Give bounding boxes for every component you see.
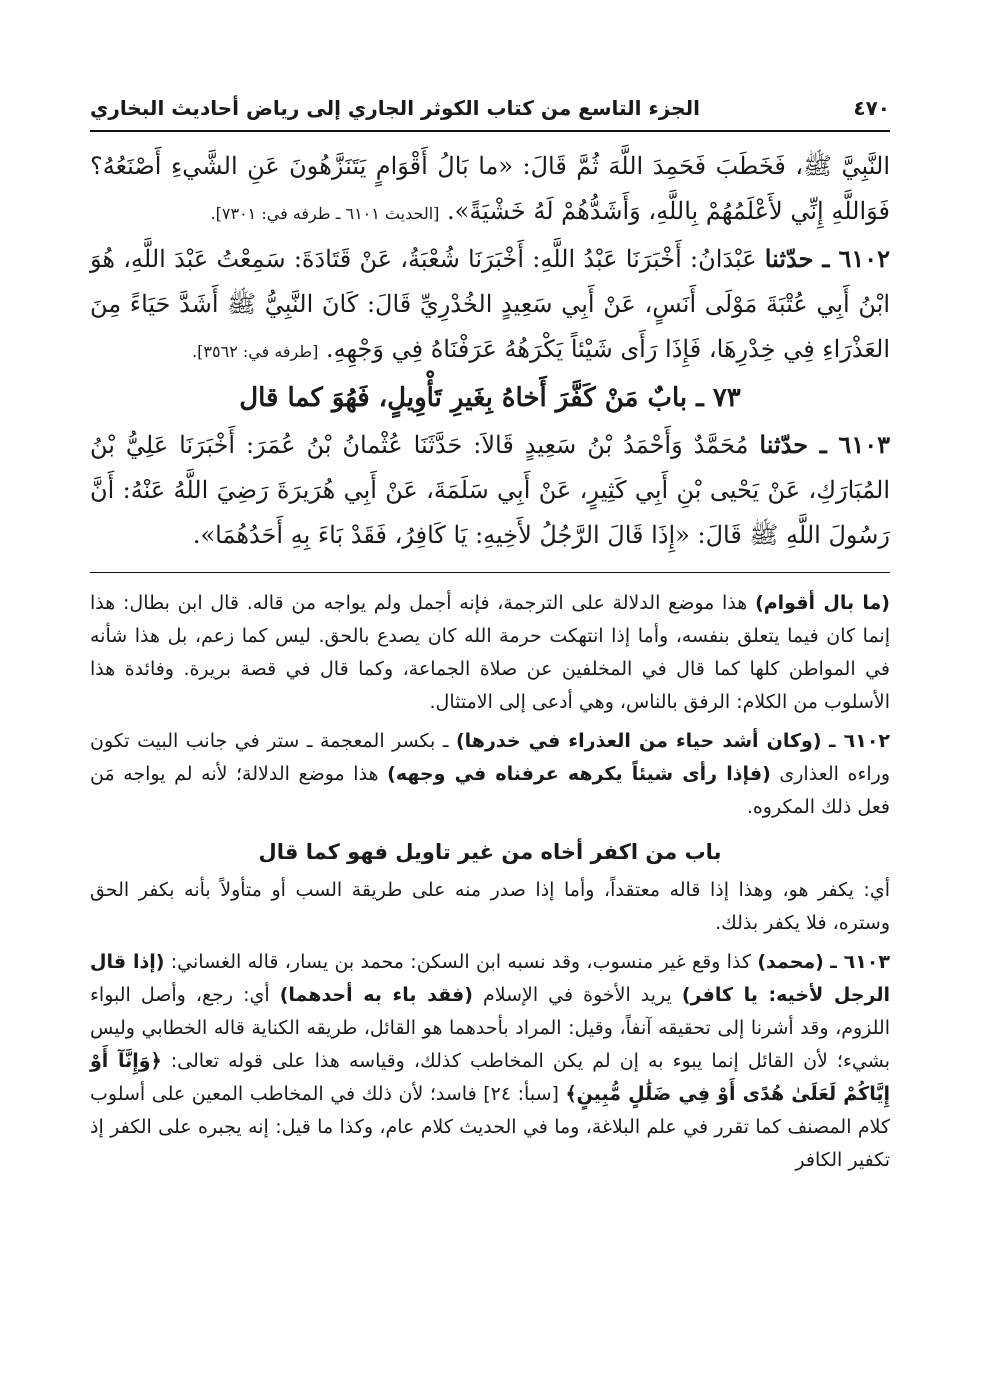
hadith-6103 bbox=[90, 422, 890, 558]
commentary-paragraph bbox=[90, 725, 890, 824]
commentary-lemma: (ما بال أقوام) bbox=[755, 592, 890, 614]
commentary-number: ٦١٠٣ ـ bbox=[830, 951, 890, 973]
commentary-lemma: (فإذا رأى شيئاً يكرهه عرفناه في وجهه) bbox=[387, 763, 771, 785]
hadith-text: عَبْدَانُ: أَخْبَرَنَا عَبْدُ اللَّهِ: أَخْبَرَنَا شُعْبَةُ، عَنْ قَتَادَةَ: سَمِعْتُ عَبْدَ اللَّهِ، هُوَ ابْنُ أَبِي عُتْبَةَ مَوْلَى أَنَسٍ، عَنْ أَبِي سَعِيدٍ الخُدْرِيِّ قَالَ: كَانَ النَّبِيُّ ﷺ أَشَدَّ حَيَاءً مِنَ العَذْرَاءِ فِي خِدْرِهَا، فَإِذَا رَأَى شَيْئاً يَكْرَهُهُ عَرَفْنَاهُ فِي وَجْهِهِ. bbox=[90, 245, 890, 363]
commentary-chapter-heading: باب من اكفر أخاه من غير تاويل فهو كما قال bbox=[258, 840, 722, 864]
hadith-number: ٦١٠٢ ـ حدّثنا bbox=[764, 244, 890, 273]
commentary-number: ٦١٠٢ ـ bbox=[829, 730, 891, 752]
header-rule bbox=[90, 130, 890, 132]
hadith-text: النَّبِيَّ ﷺ، فَخَطَبَ فَحَمِدَ اللَّهَ ثُمَّ قَالَ: «ما بَالُ أَقْوَامٍ يَتَنَزَّهُونَ عَنِ الشَّيءِ أَصْنَعُهُ؟ فَوَاللَّهِ إِنِّي لأَعْلَمُهُمْ بِاللَّهِ، وَأَشَدُّهُمْ لَهُ خَشْيَةً». bbox=[90, 152, 891, 225]
commentary-text: هذا موضع الدلالة على الترجمة، فإنه أجمل ولم يواجه من قاله. قال ابن بطال: هذا إنما كان فيما يتعلق بنفسه، وأما إذا انتهكت حرمة الله كان يصدع بالحق. ليس كما زعم، بل هذا شأنه في المواطن كلها كما قال في المخلفين عن صلاة الجماعة، وكما قال في قصة بريرة. وفائدة هذا الأسلوب من الكلام: الرفق بالناس، وهي أدعى إلى الامتثال. bbox=[90, 592, 890, 713]
hadith-continuation bbox=[90, 144, 890, 236]
commentary-text: كذا وقع غير منسوب، وقد نسبه ابن السكن: محمد بن يسار، قاله الغساني: bbox=[170, 951, 751, 973]
hadith-reference: [طرفه في: ٣٥٦٢]. bbox=[192, 342, 319, 361]
commentary-text: أي: رجع، وأصل البواء اللزوم، وقد أشرنا إلى تحقيقه آنفاً، وقيل: المراد بأحدهما هو القائل، طريقه الكناية قاله الخطابي وليس بشيء؛ لأن القائل إنما يبوء به إن لم يكن المخاطب كذلك، وقياسه هذا على قوله تعالى: bbox=[90, 984, 890, 1072]
commentary-lemma: (محمد) bbox=[757, 951, 824, 973]
chapter-heading: ٧٣ ـ بابٌ مَنْ كَفَّرَ أَخاهُ بِغَيرِ تَأْوِيلٍ، فَهُوَ كما قال bbox=[239, 383, 741, 413]
commentary-text: يريد الأخوة في الإسلام bbox=[482, 984, 672, 1006]
commentary-lemma: (إذا قال الرجل لأخيه: يا كافر) bbox=[90, 951, 890, 1006]
page-number: ٤٧٠ bbox=[853, 96, 890, 120]
book-page bbox=[90, 88, 890, 1378]
commentary-text: هذا موضع الدلالة؛ لأنه لم يواجه مَن فعل ذلك المكروه. bbox=[90, 763, 890, 818]
commentary-paragraph bbox=[90, 587, 890, 719]
commentary-paragraph bbox=[90, 946, 890, 1177]
commentary-text: ـ بكسر المعجمة ـ ستر في جانب البيت تكون وراءه العذارى bbox=[90, 730, 891, 785]
commentary-lemma: (وكان أشد حياء من العذراء في خدرها) bbox=[455, 730, 822, 752]
hadith-reference: [الحديث ٦١٠١ ـ طرفه في: ٧٣٠١]. bbox=[210, 204, 440, 223]
commentary-text: أي: يكفر هو، وهذا إذا قاله معتقداً، وأما إذا صدر منه على طريقة السب أو متأولاً بأنه بكفر الحق وستره، فلا يكفر بذلك. bbox=[90, 879, 890, 934]
running-header bbox=[90, 88, 890, 128]
footnote-separator bbox=[90, 572, 890, 573]
commentary-text: [سبأ: ٢٤] فاسد؛ لأن ذلك في المخاطب المعين على أسلوب كلام المصنف كما تقرر في علم البلاغة، وما في الحديث كلام عام، وكذا ما قيل: إنه يجبره على الكفر إذ تكفير الكافر bbox=[90, 1083, 890, 1171]
hadith-6102 bbox=[90, 236, 890, 374]
commentary-lemma: (فقد باء به أحدهما) bbox=[279, 984, 473, 1006]
book-title: الجزء التاسع من كتاب الكوثر الجاري إلى رياض أحاديث البخاري bbox=[90, 96, 700, 120]
commentary-paragraph bbox=[90, 874, 890, 940]
quran-quote: ﴿وَإِنَّآ أَوْ إِيَّاكُمْ لَعَلَىٰ هُدًى أَوْ فِي ضَلَٰلٍ مُّبِينٍ﴾ bbox=[90, 1050, 891, 1105]
hadith-number: ٦١٠٣ ـ حدّثنا bbox=[759, 430, 890, 459]
hadith-text: مُحَمَّدٌ وَأَحْمَدُ بْنُ سَعِيدٍ قَالاَ: حَدَّثَنَا عُثْمانُ بْنُ عُمَرَ: أَخْبَرَنَا عَلِيُّ بْنُ المُبَارَكِ، عَنْ يَحْيى بْنِ أَبِي كَثِيرٍ، عَنْ أَبِي سَلَمَةَ، عَنْ أَبِي هُرَيرَةَ رَضِيَ اللَّهُ عَنْهُ: أَنَّ رَسُولَ اللَّهِ ﷺ قَالَ: «إِذَا قَالَ الرَّجُلُ لأَخِيهِ: يَا كَافِرُ، فَقَدْ بَاءَ بِهِ أَحَدُهُمَا». bbox=[90, 431, 890, 549]
